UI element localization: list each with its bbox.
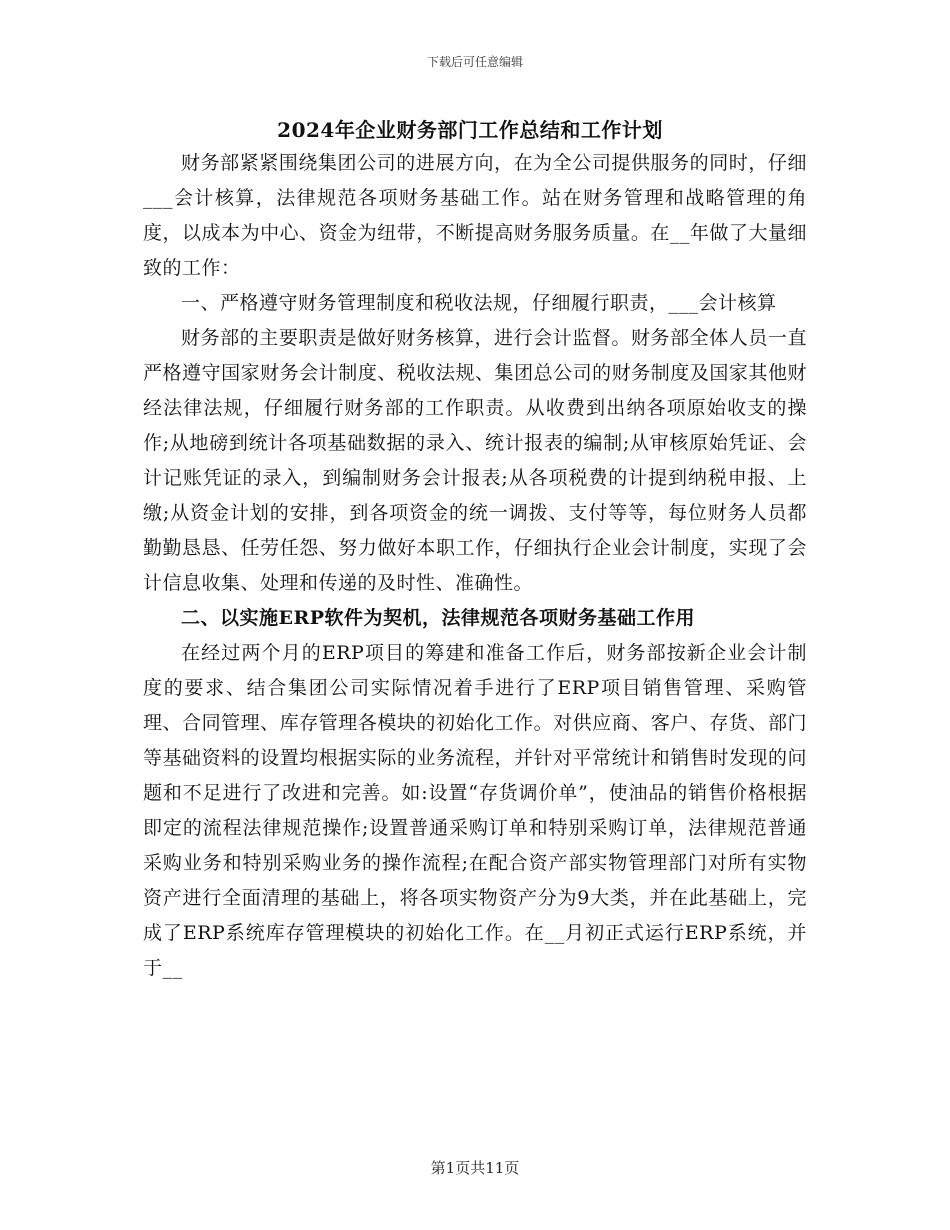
page-header-note: 下载后可任意编辑 xyxy=(426,55,523,69)
section-heading-1: 一、严格遵守财务管理制度和税收法规，仔细履行职责，___会计核算 xyxy=(181,292,777,314)
page-footer-number: 第1页共11页 xyxy=(430,1159,520,1177)
document-body xyxy=(143,146,807,986)
section-heading-2: 二、以实施ERP软件为契机，法律规范各项财务基础工作用 xyxy=(181,607,696,629)
paragraph-section-2: 在经过两个月的ERP项目的筹建和准备工作后，财务部按新企业会计制度的要求、结合集团公司实际情况着手进行了ERP项目销售管理、采购管理、合同管理、库存管理各模块的初始化工作。对供应商、客户、存货、部门等基础资料的设置均根据实际的业务流程，并针对平常统计和销售时发现的问题和不足进行了改进和完善。如:设置“存货调价单”，使油品的销售价格根据即定的流程法律规范操作;设置普通采购订单和特别采购订单，法律规范普通采购业务和特别采购业务的操作流程;在配合资产部实物管理部门对所有实物资产进行全面清理的基础上，将各项实物资产分为9大类，并在此基础上，完成了ERP系统库存管理模块的初始化工作。在__月初正式运行ERP系统，并于__ xyxy=(143,642,807,979)
document-title: 2024年企业财务部门工作总结和工作计划 xyxy=(277,118,663,142)
paragraph-intro: 财务部紧紧围绕集团公司的进展方向，在为全公司提供服务的同时，仔细___会计核算，法律规范各项财务基础工作。站在财务管理和战略管理的角度，以成本为中心、资金为纽带，不断提高财务服务质量。在__年做了大量细致的工作： xyxy=(143,152,807,279)
paragraph-section-1: 财务部的主要职责是做好财务核算，进行会计监督。财务部全体人员一直严格遵守国家财务会计制度、税收法规、集团总公司的财务制度及国家其他财经法律法规，仔细履行财务部的工作职责。从收费到出纳各项原始收支的操作;从地磅到统计各项基础数据的录入、统计报表的编制;从审核原始凭证、会计记账凭证的录入，到编制财务会计报表;从各项税费的计提到纳税申报、上缴;从资金计划的安排，到各项资金的统一调拨、支付等等，每位财务人员都勤勤恳恳、任劳任怨、努力做好本职工作，仔细执行企业会计制度，实现了会计信息收集、处理和传递的及时性、准确性。 xyxy=(143,327,807,594)
